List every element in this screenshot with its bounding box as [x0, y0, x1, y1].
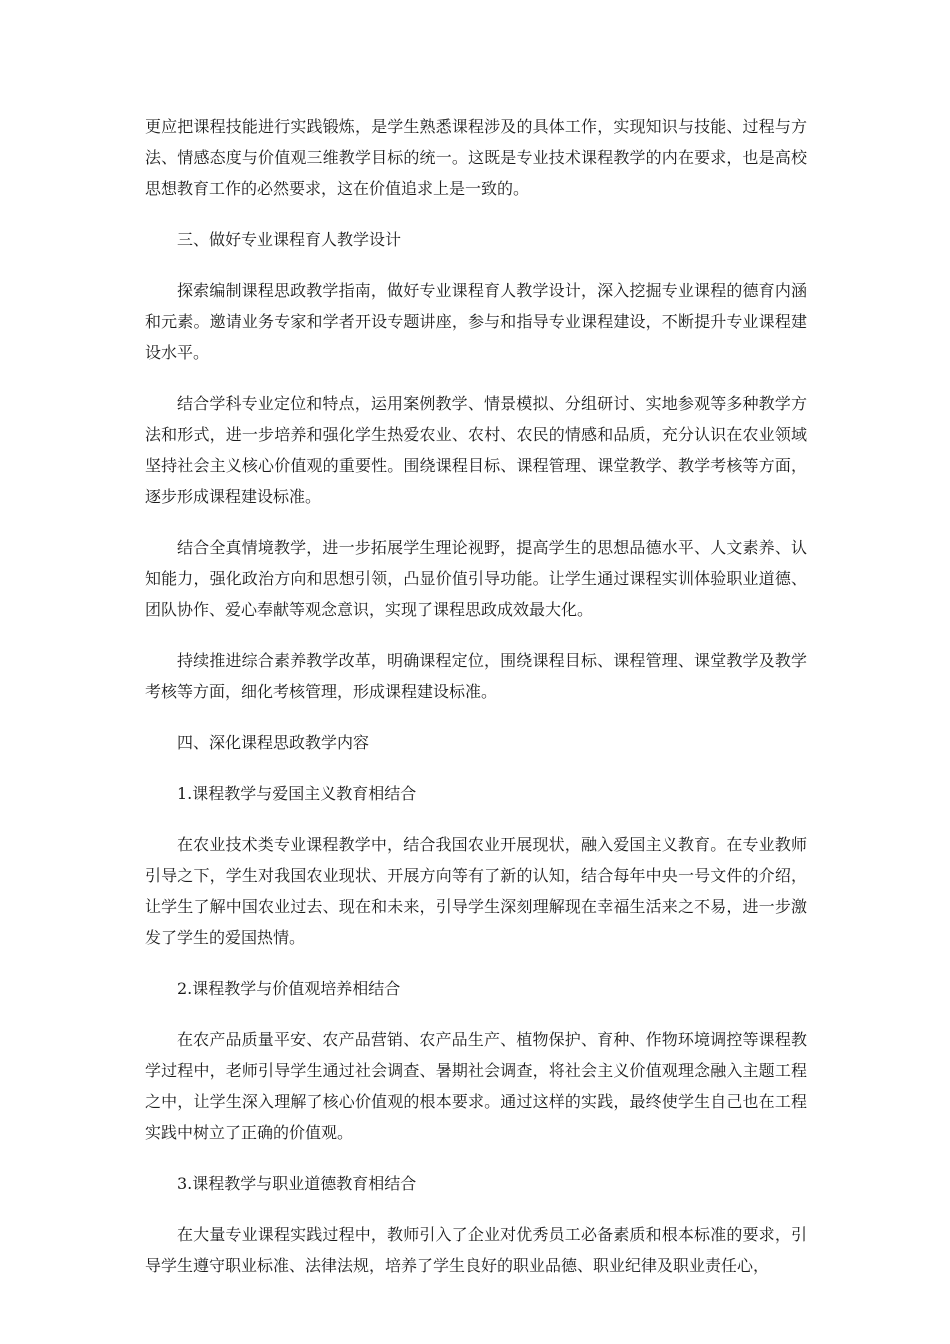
subsection-heading-2: 2.课程教学与价值观培养相结合	[177, 979, 401, 998]
section-heading-4: 四、深化课程思政教学内容	[177, 733, 370, 752]
paragraph: 探索编制课程思政教学指南，做好专业课程育人教学设计，深入挖掘专业课程的德育内涵和元素。邀请业务专家和学者开设专题讲座，参与和指导专业课程建设，不断提升专业课程建设水平。	[145, 281, 807, 362]
subsection-heading-3: 3.课程教学与职业道德教育相结合	[177, 1174, 417, 1193]
paragraph: 在大量专业课程实践过程中，教师引入了企业对优秀员工必备素质和根本标准的要求，引导学生遵守职业标准、法律法规，培养了学生良好的职业品德、职业纪律及职业责任心，	[145, 1225, 807, 1275]
document-page	[145, 111, 807, 1281]
paragraph-continued: 更应把课程技能进行实践锻炼，是学生熟悉课程涉及的具体工作，实现知识与技能、过程与方法、情感态度与价值观三维教学目标的统一。这既是专业技术课程教学的内在要求，也是高校思想教育工作的必然要求，这在价值追求上是一致的。	[145, 117, 807, 198]
subsection-heading-1: 1.课程教学与爱国主义教育相结合	[177, 784, 417, 803]
paragraph: 在农业技术类专业课程教学中，结合我国农业开展现状，融入爱国主义教育。在专业教师引导之下，学生对我国农业现状、开展方向等有了新的认知，结合每年中央一号文件的介绍，让学生了解中国农业过去、现在和未来，引导学生深刻理解现在幸福生活来之不易，进一步激发了学生的爱国热情。	[145, 835, 807, 947]
paragraph: 结合全真情境教学，进一步拓展学生理论视野，提高学生的思想品德水平、人文素养、认知能力，强化政治方向和思想引领，凸显价值引导功能。让学生通过课程实训体验职业道德、团队协作、爱心奉献等观念意识，实现了课程思政成效最大化。	[145, 538, 807, 619]
paragraph: 结合学科专业定位和特点，运用案例教学、情景模拟、分组研讨、实地参观等多种教学方法和形式，进一步培养和强化学生热爱农业、农村、农民的情感和品质，充分认识在农业领域坚持社会主义核心价值观的重要性。围绕课程目标、课程管理、课堂教学、教学考核等方面，逐步形成课程建设标准。	[145, 394, 807, 506]
paragraph: 持续推进综合素养教学改革，明确课程定位，围绕课程目标、课程管理、课堂教学及教学考核等方面，细化考核管理，形成课程建设标准。	[145, 651, 807, 701]
section-heading-3: 三、做好专业课程育人教学设计	[177, 230, 402, 249]
paragraph: 在农产品质量平安、农产品营销、农产品生产、植物保护、育种、作物环境调控等课程教学过程中，老师引导学生通过社会调查、暑期社会调查，将社会主义价值观理念融入主题工程之中，让学生深入理解了核心价值观的根本要求。通过这样的实践，最终使学生自己也在工程实践中树立了正确的价值观。	[145, 1030, 807, 1142]
